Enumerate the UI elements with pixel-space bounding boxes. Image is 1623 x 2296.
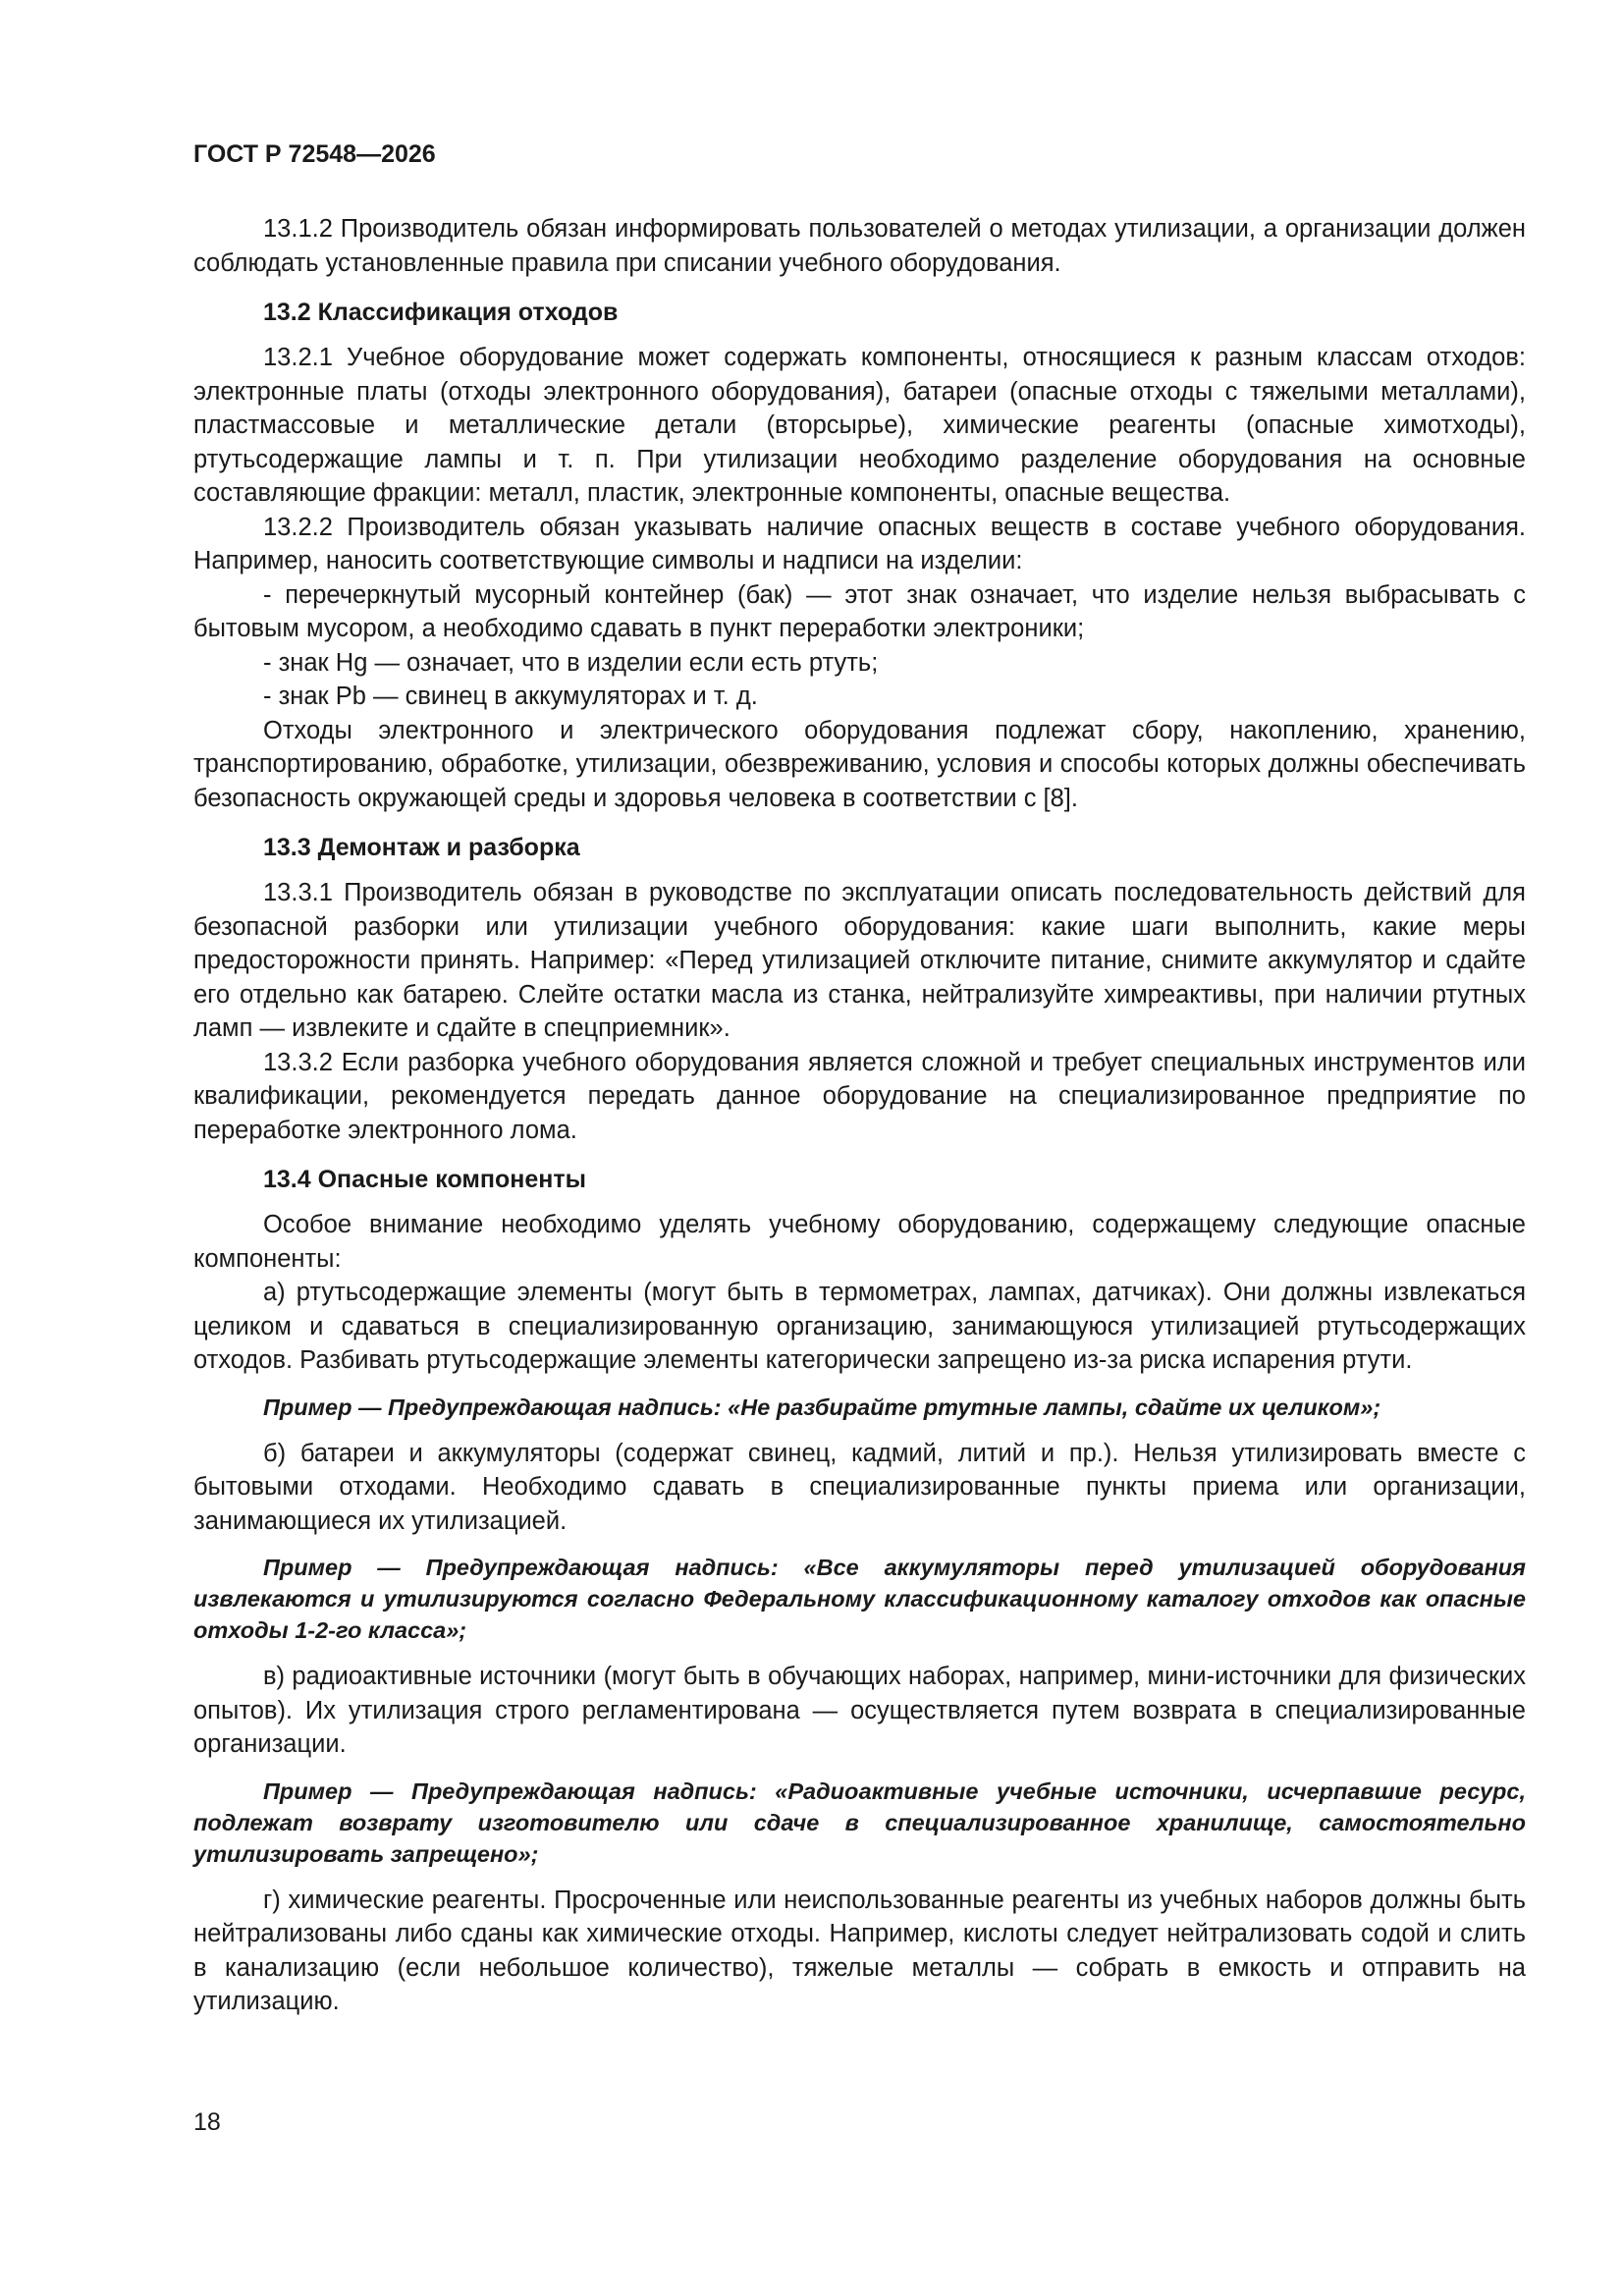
document-header: ГОСТ Р 72548—2026: [193, 140, 436, 168]
document-page: [193, 137, 1526, 2019]
section-heading-13-2: 13.2 Классификация отходов: [263, 299, 619, 326]
list-item-b: б) батареи и аккумуляторы (содержат свинец, кадмий, литий и пр.). Нельзя утилизировать вместе с бытовыми отходами. Необходимо сдавать в специализированные пункты приема или организации, занимающиеся их утилизацией.: [193, 1439, 1526, 1535]
example-a: Пример — Предупреждающая надпись: «Не разбирайте ртутные лампы, сдайте их целиком»;: [263, 1394, 1381, 1420]
section-heading-13-3: 13.3 Демонтаж и разборка: [263, 834, 580, 861]
paragraph-13-3-1: 13.3.1 Производитель обязан в руководстве по эксплуатации описать последовательность действий для безопасной разборки или утилизации учебного оборудования: какие шаги выполнить, какие меры предосторожности принять. Например: «Перед утилизацией отключите питание, снимите аккумулятор и сдайте его отдельно как батарею. Слейте остатки масла из станка, нейтрализуйте химреактивы, при наличии ртутных ламп — извлеките и сдайте в спецприемник».: [193, 879, 1526, 1042]
paragraph-13-4-intro: Особое внимание необходимо уделять учебному оборудованию, содержащему следующие опасные компоненты:: [193, 1211, 1526, 1273]
paragraph-13-1-2: 13.1.2 Производитель обязан информировать пользователей о методах утилизации, а организации должен соблюдать установленные правила при списании учебного оборудования.: [193, 215, 1526, 277]
example-b: Пример — Предупреждающая надпись: «Все аккумуляторы перед утилизацией оборудования извлекаются и утилизируются согласно Федеральному классификационному каталогу отходов как опасные отходы 1-2-го класса»;: [193, 1555, 1526, 1643]
list-item-v: в) радиоактивные источники (могут быть в обучающих наборах, например, мини-источники для физических опытов). Их утилизация строго регламентирована — осуществляется путем возврата в специализированные организации.: [193, 1663, 1526, 1758]
paragraph-13-3-2: 13.3.2 Если разборка учебного оборудования является сложной и требует специальных инструментов или квалификации, рекомендуется передать данное оборудование на специализированное предприятие по переработке электронного лома.: [193, 1048, 1526, 1144]
page-number: 18: [193, 2108, 221, 2136]
paragraph-weee: Отходы электронного и электрического оборудования подлежат сбору, накоплению, хранению, транспортированию, обработке, утилизации, обезвреживанию, условия и способы которых должны обеспечивать безопасность окружающей среды и здоровья человека в соответствии с [8].: [193, 716, 1526, 812]
list-item-a: а) ртутьсодержащие элементы (могут быть в термометрах, лампах, датчиках). Они должны извлекаться целиком и сдаваться в специализированную организацию, занимающуюся утилизацией ртутьсодержащих отходов. Разбивать ртутьсодержащие элементы категорически запрещено из-за риска испарения ртути.: [193, 1279, 1526, 1374]
paragraph-13-2-1: 13.2.1 Учебное оборудование может содержать компоненты, относящиеся к разным классам отходов: электронные платы (отходы электронного оборудования), батареи (опасные отходы с тяжелыми металлами), пластмассовые и металлические детали (вторсырье), химические реагенты (опасные химотходы), ртутьсодержащие лампы и т. п. При утилизации необходимо разделение оборудования на основные составляющие фракции: металл, пластик, электронные компоненты, опасные вещества.: [193, 344, 1526, 507]
list-item-hg: - знак Hg — означает, что в изделии если есть ртуть;: [263, 648, 879, 677]
example-v: Пример — Предупреждающая надпись: «Радиоактивные учебные источники, исчерпавшие ресурс, подлежат возврату изготовителю или сдаче в специализированное хранилище, самостоятельно утилизировать запрещено»;: [193, 1777, 1526, 1867]
list-item-g: г) химические реагенты. Просроченные или неиспользованные реагенты из учебных наборов должны быть нейтрализованы либо сданы как химические отходы. Например, кислоты следует нейтрализовать содой и слить в канализацию (если небольшое количество), тяжелые металлы — собрать в емкость и отправить на утилизацию.: [193, 1886, 1526, 2015]
list-item-crossed-bin: - перечеркнутый мусорный контейнер (бак) — этот знак означает, что изделие нельзя выбрасывать с бытовым мусором, а необходимо сдавать в пункт переработки электроники;: [193, 580, 1526, 642]
list-item-pb: - знак Pb — свинец в аккумуляторах и т. д.: [263, 683, 758, 710]
section-heading-13-4: 13.4 Опасные компоненты: [263, 1166, 586, 1193]
paragraph-13-2-2: 13.2.2 Производитель обязан указывать наличие опасных веществ в составе учебного оборудования. Например, наносить соответствующие символы и надписи на изделии:: [193, 513, 1526, 574]
